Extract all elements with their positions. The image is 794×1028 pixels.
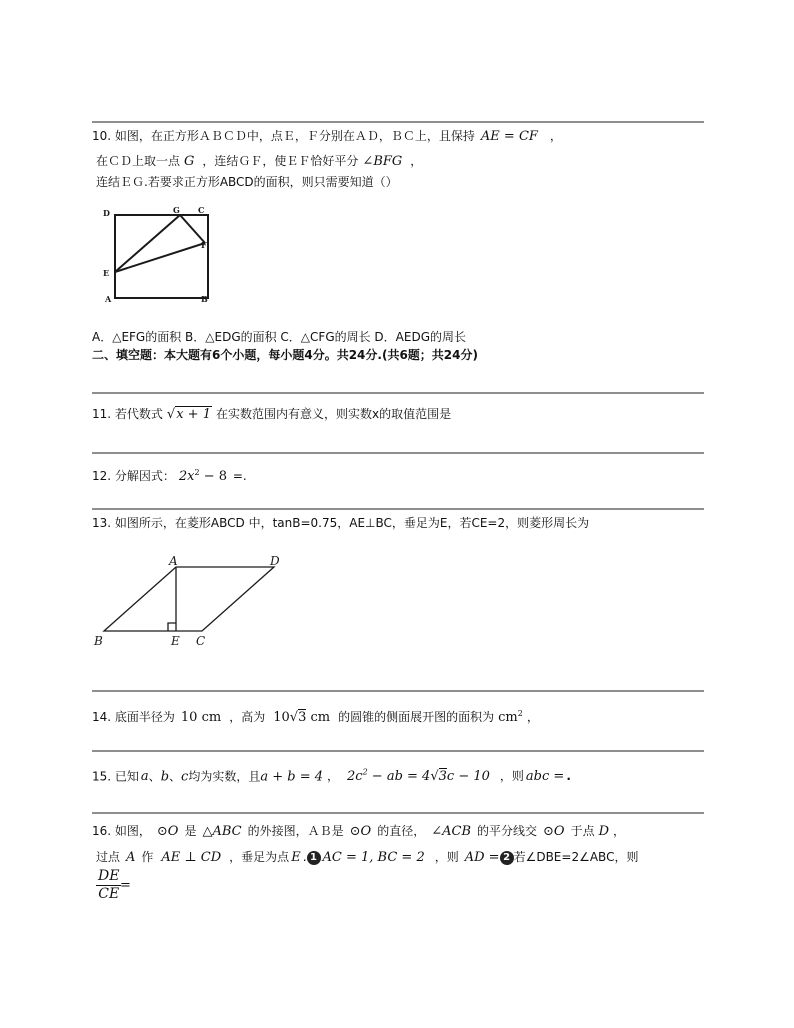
q13-right-angle-mark — [168, 623, 176, 631]
q14-area-unit: cm — [498, 710, 518, 725]
q16-point-e: E — [291, 850, 301, 865]
q10-options: A．△EFG的面积 B．△EDG的面积 C．△CFG的周长 D．AEDG的周长 — [92, 330, 467, 344]
q16-line2-f: 若∠DBE=2∠ABC，则 — [513, 850, 639, 864]
q15-eq2-a: 2c — [347, 769, 363, 785]
q16-line1-d: 的直径， — [377, 824, 426, 838]
q13-text: 13. 如图所示，在菱形ABCD 中，tanB=0.75，AE⊥BC，垂足为E，若CE=2，则菱形周长为 — [92, 516, 590, 530]
q11-radical — [167, 407, 212, 423]
q14-mid1: ，高为 — [229, 710, 266, 724]
q10-point-g: G — [184, 154, 195, 169]
q14-height-radical-sign: √ — [289, 710, 299, 725]
q16-angle-acb: ∠ACB — [431, 824, 471, 839]
q15-sep1: 、 — [148, 769, 161, 784]
q11-radical-sign: √ — [166, 407, 176, 422]
q10-line1-text: 10. 如图，在正方形ＡＢＣＤ中，点Ｅ，Ｆ分别在ＡＤ，ＢＣ上，且保持 — [92, 129, 475, 143]
q13-label-b: B — [94, 634, 103, 648]
q13-label-e: E — [171, 634, 180, 648]
q16-line1-e: 的平分线交 — [477, 824, 538, 838]
q16-frac-den: CE — [98, 886, 120, 902]
divider-q16 — [92, 812, 704, 814]
q12-line — [92, 465, 247, 485]
q14-line — [92, 706, 539, 726]
q10-label-b: B — [201, 294, 208, 304]
q16-fraction — [96, 868, 121, 903]
q11-prefix: 11. 若代数式 — [92, 407, 163, 421]
divider-q14 — [92, 690, 704, 692]
q10-square-lines — [115, 215, 208, 298]
q15-eq3: abc = — [525, 769, 565, 785]
q11-radicand: x + 1 — [176, 407, 211, 422]
q16-line1-end: ， — [613, 824, 626, 838]
divider-q10 — [92, 121, 704, 123]
q16-frac-eq: = — [120, 878, 131, 893]
q16-mark-1: 1 — [307, 851, 321, 865]
q16-line1-f: 于点 — [570, 824, 595, 838]
q16-line1 — [92, 823, 625, 840]
q15-sep2: 、 — [169, 769, 182, 784]
q15-eq2-b: − ab = 4 — [367, 769, 431, 785]
q11-line — [92, 406, 451, 423]
q13-rhombus — [104, 567, 274, 631]
q10-line1 — [92, 128, 562, 145]
q10-segment-ef — [115, 243, 205, 272]
q10-label-e: E — [103, 268, 110, 278]
q14-height-coef: 10 — [273, 710, 290, 725]
q10-expr-ae-cf: AE = CF — [480, 129, 538, 144]
q16-circle-o-3: ⊙O — [543, 824, 565, 839]
q12-prefix: 12. 分解因式： — [92, 469, 175, 483]
q14-height-rad: 3 — [298, 710, 307, 725]
q14-height — [273, 710, 330, 725]
q16-line1-b: 是 — [184, 824, 197, 838]
q16-triangle: △ABC — [202, 824, 242, 839]
q10-line2 — [96, 153, 422, 170]
q10-line2-text-a: 在ＣＤ上取一点 — [96, 154, 181, 168]
q10-label-c: C — [198, 205, 205, 215]
q15-eq2-exp: 2 — [362, 768, 368, 777]
q11-suffix: 在实数范围内有意义，则实数x的取值范围是 — [215, 407, 452, 421]
q15-var-a: a — [140, 769, 149, 785]
divider-q11 — [92, 392, 704, 394]
divider-q12 — [92, 452, 704, 454]
q10-segment-eg — [115, 215, 180, 272]
q16-line1-c: 的外接图，ＡＢ是 — [247, 824, 344, 838]
q15-eq2-c: c − 10 — [446, 769, 490, 785]
q16-circle-o-2: ⊙O — [349, 824, 372, 839]
q12-expr-exp: 2 — [194, 468, 200, 477]
q13-rhombus-figure — [90, 552, 290, 652]
q15-line — [92, 765, 571, 785]
q16-line2-e: ，则 — [434, 850, 459, 864]
q15-comma2: ，则 — [499, 769, 524, 784]
q12-suffix: =. — [229, 469, 247, 483]
q10-label-f: F — [201, 240, 207, 250]
q14-mid2: 的圆锥的侧面展开图的面积为 — [338, 710, 495, 724]
q16-frac-num: DE — [98, 868, 120, 884]
q10-label-g: G — [173, 205, 180, 215]
q10-square-figure — [100, 202, 230, 312]
q16-circle-o-1: ⊙O — [156, 824, 179, 839]
q14-height-unit: cm — [306, 710, 331, 725]
q14-radius: 10 cm — [180, 710, 222, 725]
q14-area-exp: 2 — [517, 709, 523, 718]
q16-line2-a: 过点 — [96, 850, 121, 864]
q16-perp: AE ⊥ CD — [161, 850, 222, 865]
section2-heading: 二、填空题：本大题有6个小题，每小题4分。共24分.(共6题；共24分) — [92, 348, 478, 362]
q13-label-c: C — [196, 634, 206, 648]
q16-line2-b: 作 — [141, 850, 154, 864]
q13-label-a: A — [169, 554, 178, 568]
q10-label-d: D — [103, 208, 110, 218]
q10-line3: 连结ＥＧ.若要求正方形ABCD的面积，则只需要知道（） — [96, 175, 398, 189]
q15-comma1: ， — [327, 769, 340, 784]
q12-expr-base: 2x — [178, 469, 195, 484]
q10-line2-text-b: ，连结ＧＦ，使ＥＦ恰好平分 — [202, 154, 359, 168]
q16-ad-eq: AD = — [464, 850, 500, 865]
divider-q13 — [92, 508, 704, 510]
q15-end: . — [566, 769, 571, 784]
q10-segment-gf — [180, 215, 205, 243]
q16-point-d: D — [598, 824, 610, 839]
q10-label-a: A — [105, 294, 112, 304]
q16-line1-a: 16. 如图， — [92, 824, 151, 838]
q15-eq2 — [347, 769, 490, 784]
q15-mid1: 均为实数，且 — [188, 769, 261, 784]
q15-eq2-rad: 3 — [438, 769, 447, 785]
q16-given: AC = 1, BC = 2 — [322, 850, 425, 865]
q15-eq1: a + b = 4 — [260, 769, 323, 785]
q15-var-c: c — [181, 769, 189, 785]
q14-end: ， — [526, 710, 539, 724]
q13-label-d: D — [270, 554, 280, 568]
q16-line2-d: . — [302, 850, 307, 864]
q10-line1-end: ， — [549, 129, 562, 143]
q15-var-b: b — [160, 769, 170, 785]
q16-line2-c: ，垂足为点 — [229, 850, 290, 864]
q14-prefix: 14. 底面半径为 — [92, 710, 175, 724]
q15-prefix: 15. 已知 — [92, 769, 139, 784]
divider-q15 — [92, 750, 704, 752]
q16-point-a: A — [126, 850, 136, 865]
q10-line2-end: ， — [410, 154, 423, 168]
q10-angle-bfg: ∠BFG — [362, 154, 403, 169]
q16-line2 — [96, 849, 638, 866]
q16-mark-2: 2 — [500, 851, 514, 865]
q12-expr-rest: − 8 — [199, 469, 228, 484]
q15-eq2-radical-sign: √ — [430, 769, 439, 785]
